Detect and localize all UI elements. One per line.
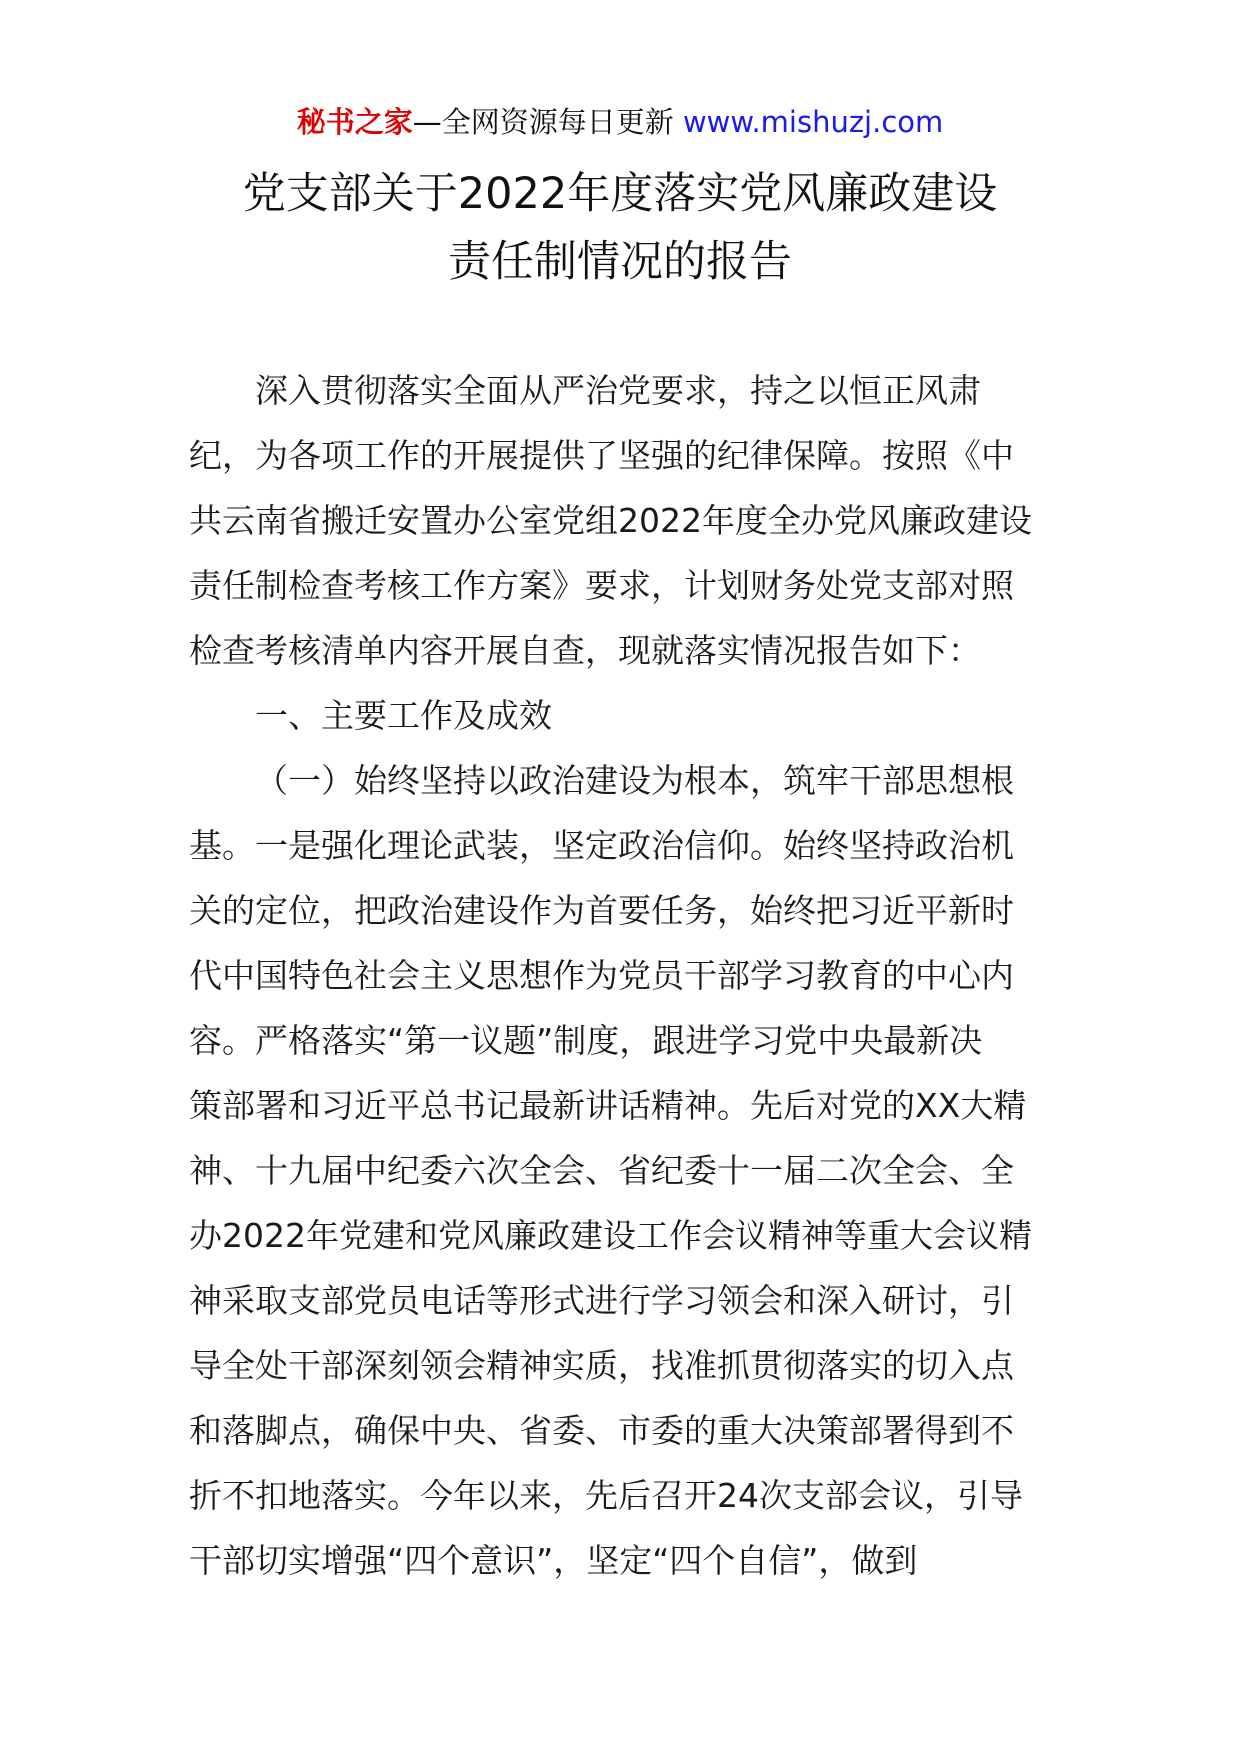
paragraph-line: 检查考核清单内容开展自查，现就落实情况报告如下： — [189, 631, 981, 670]
site-header — [0, 102, 1240, 142]
section-heading: 一、主要工作及成效 — [255, 696, 552, 735]
paragraph-line: 纪，为各项工作的开展提供了坚强的纪律保障。按照《中 — [189, 436, 1014, 475]
paragraph-line: （一）始终坚持以政治建设为根本，筑牢干部思想根 — [255, 761, 1014, 800]
paragraph-line: 共云南省搬迁安置办公室党组2022年度全办党风廉政建设 — [189, 501, 1032, 540]
title-line-1: 党支部关于2022年度落实党风廉政建设 — [242, 169, 998, 219]
paragraph-line: 干部切实增强“四个意识”，坚定“四个自信”，做到 — [189, 1541, 918, 1580]
paragraph-line: 基。一是强化理论武装，坚定政治信仰。始终坚持政治机 — [189, 826, 1014, 865]
site-brand: 秘书之家 — [296, 105, 413, 139]
paragraph-line: 关的定位，把政治建设作为首要任务，始终把习近平新时 — [189, 891, 1014, 930]
paragraph-line: 和落脚点，确保中央、省委、市委的重大决策部署得到不 — [189, 1411, 1014, 1450]
title-line-2: 责任制情况的报告 — [448, 237, 792, 287]
paragraph-line: 代中国特色社会主义思想作为党员干部学习教育的中心内 — [189, 956, 1014, 995]
paragraph-line: 责任制检查考核工作方案》要求，计划财务处党支部对照 — [189, 566, 1014, 605]
paragraph-line: 导全处干部深刻领会精神实质，找准抓贯彻落实的切入点 — [189, 1346, 1014, 1385]
paragraph-line: 神采取支部党员电话等形式进行学习领会和深入研讨，引 — [189, 1281, 1014, 1320]
paragraph-line: 容。严格落实“第一议题”制度，跟进学习党中央最新决 — [189, 1021, 983, 1060]
paragraph-line: 折不扣地落实。今年以来，先后召开24次支部会议，引导 — [189, 1476, 1023, 1515]
paragraph-line: 神、十九届中纪委六次全会、省纪委十一届二次全会、全 — [189, 1151, 1014, 1190]
paragraph-line: 策部署和习近平总书记最新讲话精神。先后对党的XX大精 — [189, 1086, 1027, 1125]
site-tagline: —全网资源每日更新 — [412, 105, 674, 139]
document-body — [189, 358, 1055, 1593]
paragraph-line: 办2022年党建和党风廉政建设工作会议精神等重大会议精 — [189, 1216, 1032, 1255]
document-title — [0, 160, 1240, 296]
site-url-link[interactable]: www.mishuzj.com — [682, 105, 944, 139]
paragraph-line: 深入贯彻落实全面从严治党要求，持之以恒正风肃 — [255, 371, 981, 410]
